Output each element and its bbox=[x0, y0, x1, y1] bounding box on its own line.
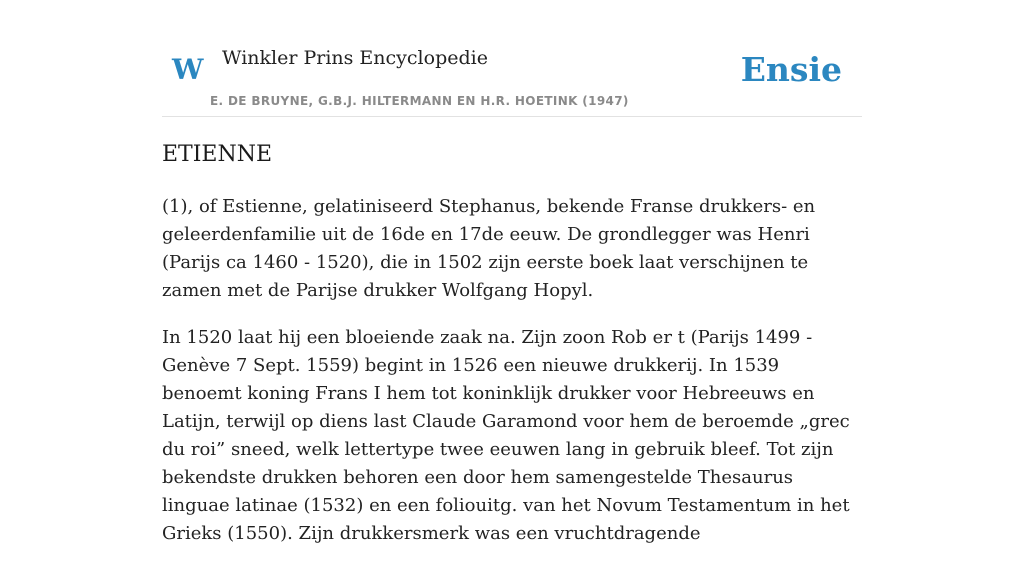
site-logo[interactable]: W bbox=[172, 53, 204, 86]
article-title: ETIENNE bbox=[162, 142, 273, 167]
ensie-brand-link[interactable]: Ensie bbox=[740, 50, 842, 89]
encyclopedia-title[interactable]: Winkler Prins Encyclopedie bbox=[222, 47, 488, 69]
encyclopedia-authors: E. DE BRUYNE, G.B.J. HILTERMANN EN H.R. HOETINK (1947) bbox=[210, 94, 629, 108]
article-paragraph-2: In 1520 laat hij een bloeiende zaak na. Zijn zoon Rob er t (Parijs 1499 - Genève 7 Sept. 1559) begint in 1526 een nieuwe drukkerij. In 1539 benoemt koning Frans I hem tot koninklijk drukker voor Hebreeuws en Latijn, terwijl op diens last Claude Garamond voor hem de beroemde „grec du roi” sneed, welk lettertype twee eeuwen lang in gebruik bleef. Tot zijn bekendste drukken behoren een door hem samengestelde Thesaurus linguae latinae (1532) en een foliouitg. van het Novum Testamentum in het Grieks (1550). Zijn drukkersmerk was een vruchtdragende bbox=[162, 327, 850, 544]
article-paragraph-1: (1), of Estienne, gelatiniseerd Stephanus, bekende Franse drukkers- en geleerdenfamilie uit de 16de en 17de eeuw. De grondlegger was Henri (Parijs ca 1460 - 1520), die in 1502 zijn eerste boek laat verschijnen te zamen met de Parijse drukker Wolfgang Hopyl. bbox=[162, 196, 816, 301]
article-content bbox=[162, 138, 862, 567]
site-header bbox=[162, 0, 862, 117]
